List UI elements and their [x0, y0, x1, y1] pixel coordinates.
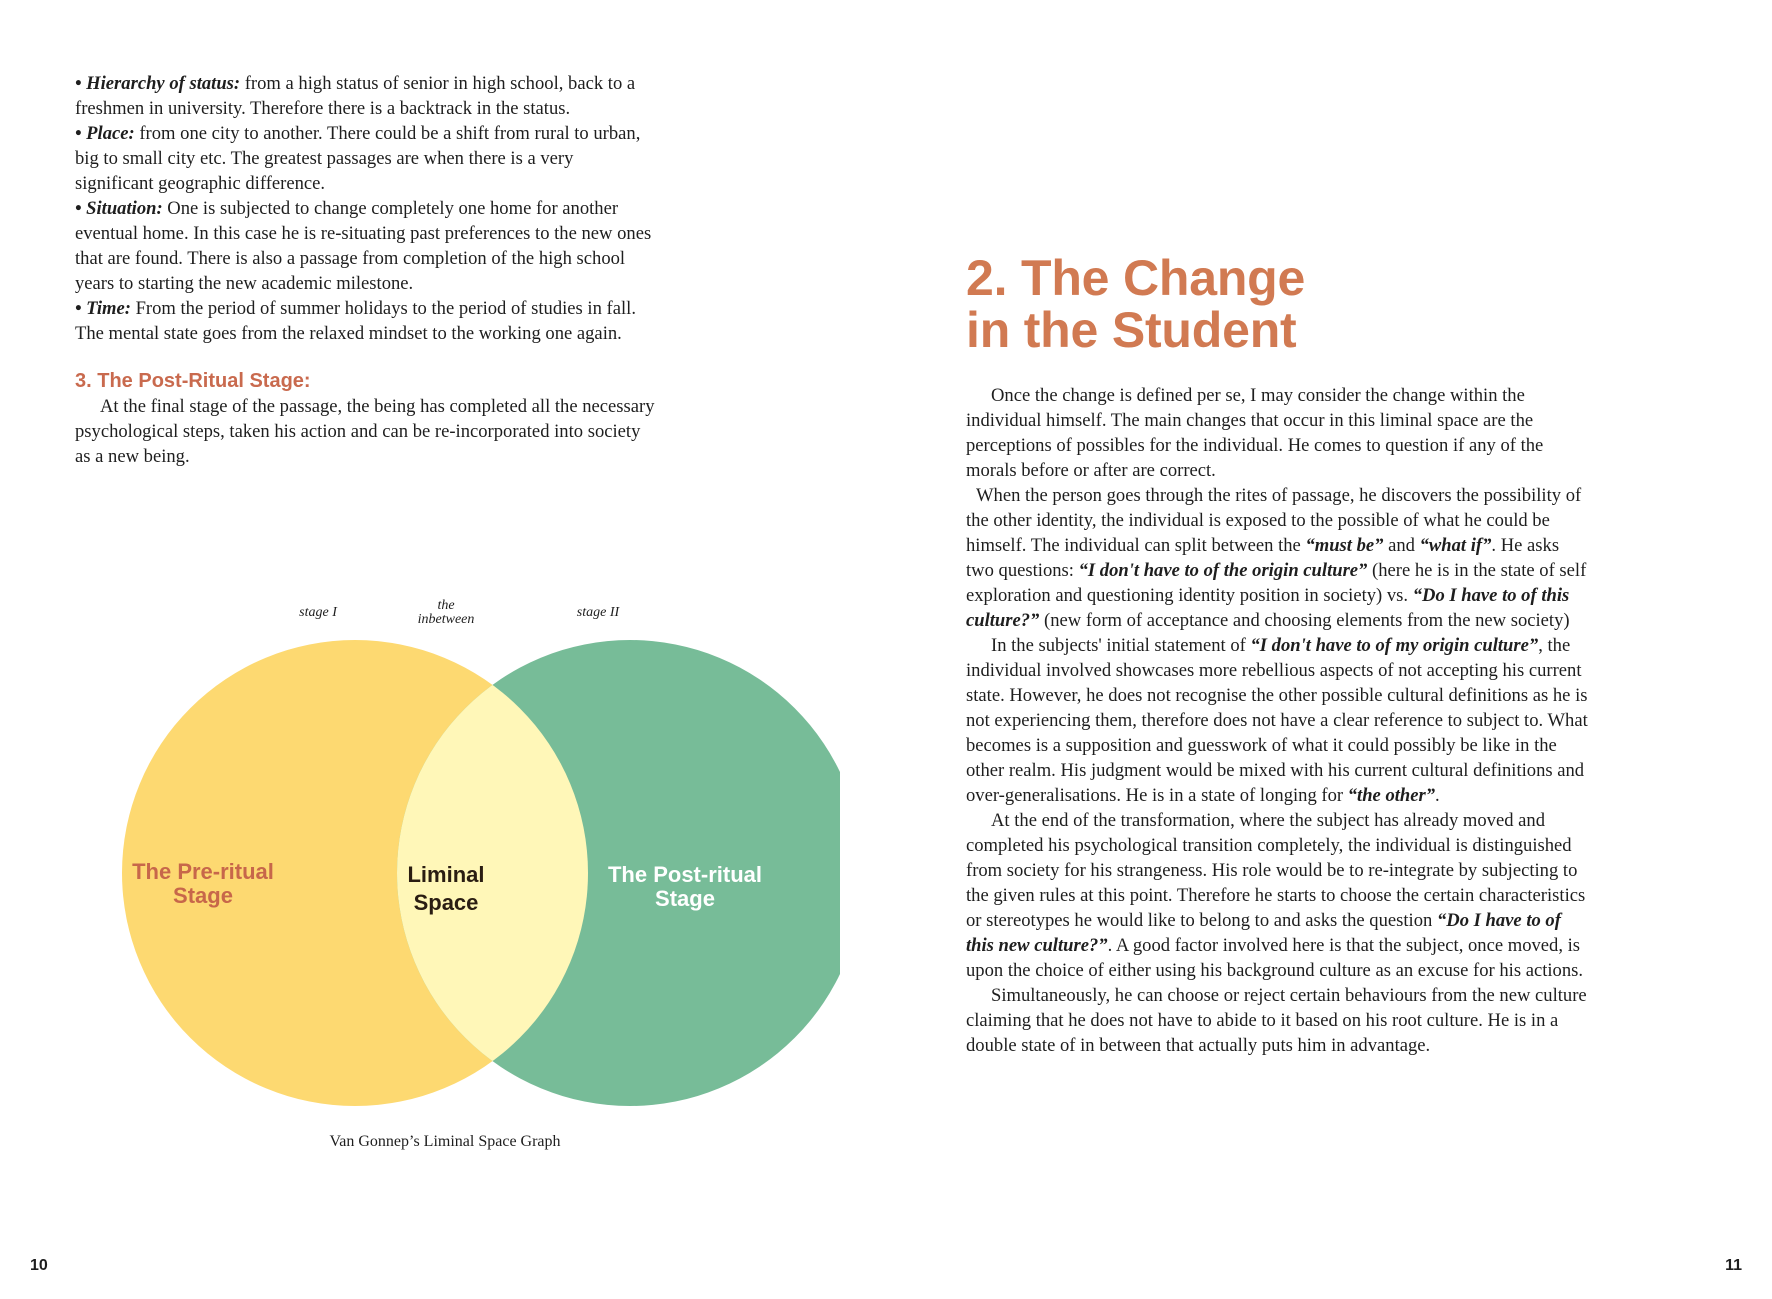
stage-one-label: stage I [299, 605, 337, 620]
paragraph-2-text: When the person goes through the rites of passage, he discovers the possibility of the other identity, the individual is exposed to the possible of what he could be himself. The individual can split between the [966, 485, 1582, 556]
paragraph-5: Simultaneously, he can choose or reject certain behaviours from the new culture claiming that he does not have to abide to it based on his root culture. He is in a double state of in between that actually puts him in advantage. [966, 985, 1587, 1056]
bullet-label: Place: [86, 123, 135, 144]
bullet-time [75, 296, 655, 346]
paragraph-1: Once the change is defined per se, I may consider the change within the individual himself. The main changes that occur in this liminal space are the perceptions of possibles for the individual. He comes to question if any of the morals before or after are correct. [966, 385, 1544, 481]
page-number-right: 11 [1725, 1257, 1742, 1274]
bullet-marker: • [75, 298, 82, 319]
emphasis-the-other: “the other” [1347, 785, 1436, 806]
bullet-situation [75, 196, 655, 296]
paragraph-3-text: . [1435, 785, 1440, 806]
emphasis-my-origin-culture: “I don't have to of my origin culture” [1250, 635, 1539, 656]
paragraph-2-text: (new form of acceptance and choosing elements from the new society) [1039, 610, 1570, 631]
paragraph-4-text: . A good factor involved here is that the subject, once moved, is upon the choice of either using his background culture as an excuse for his actions. [966, 935, 1584, 981]
paragraph-4-text: At the end of the transformation, where the subject has already moved and completed his psychological transition completely, the individual is distinguished from society for his strangeness. His role would be to re-integrate by subjecting to the given rules at this point. Therefore he starts to choose the certain characteristics or stereotypes he would like to belong to and asks the question [966, 810, 1586, 931]
bullet-label: Time: [86, 298, 131, 319]
post-ritual-label-line2: Stage [655, 886, 715, 911]
paragraph-4 [966, 808, 1588, 983]
stage-two-label: stage II [576, 605, 620, 620]
bullet-text: From the period of summer holidays to the period of studies in fall. The mental state goes from the relaxed mindset to the working one again. [75, 298, 636, 344]
paragraph-2-text: . He asks two questions: [966, 535, 1560, 581]
paragraph-2-text: and [1383, 535, 1420, 556]
section-paragraph: At the final stage of the passage, the being has completed all the necessary psychological steps, taken his action and can be re-incorporated into society as a new being. [75, 396, 655, 467]
emphasis-must-be: “must be” [1305, 535, 1384, 556]
bullet-place [75, 121, 655, 196]
post-ritual-label: The Post-ritual [607, 862, 763, 887]
inbetween-label-bottom: inbetween [417, 612, 475, 627]
pre-ritual-label-line2: Stage [173, 883, 233, 908]
liminal-space-label: Liminal [407, 862, 485, 887]
bullet-marker: • [75, 198, 82, 219]
bullet-marker: • [75, 123, 82, 144]
liminal-space-label-line2: Space [413, 890, 479, 915]
bullet-label: Hierarchy of status: [86, 73, 241, 94]
emphasis-origin-culture: “I don't have to of the origin culture” [1078, 560, 1368, 581]
venn-diagram [60, 585, 840, 1175]
paragraph-2 [966, 483, 1588, 633]
bullet-text: One is subjected to change completely one home for another eventual home. In this case he is re-situating past preferences to the new ones that are found. There is also a passage from completion of the high school years to starting the new academic milestone. [75, 198, 652, 294]
right-text-column [966, 383, 1588, 1058]
paragraph-2-text: (here he is in the state of self exploration and questioning identity position in society) vs. [966, 560, 1587, 606]
inbetween-label-top: the [437, 598, 455, 613]
paragraph-3-text: , the individual involved showcases more rebellious aspects of not accepting his current state. However, he does not recognise the other possible cultural definitions as he is not experiencing them, therefore does not have a clear reference to subject to. What becomes is a supposition and guesswork of what it could possibly be like in the other realm. His judgment would be mixed with his current cultural definitions and over-generalisations. He is in a state of longing for [966, 635, 1588, 806]
emphasis-new-culture: “Do I have to of this new culture?” [966, 910, 1561, 956]
left-text-column [75, 71, 655, 469]
page-number-left: 10 [30, 1257, 48, 1274]
right-page [886, 0, 1772, 1299]
bullet-marker: • [75, 73, 82, 94]
emphasis-this-culture: “Do I have to of this culture?” [966, 585, 1570, 631]
bullet-text: from one city to another. There could be a shift from rural to urban, big to small city etc. The greatest passages are when there is a very significant geographic difference. [75, 123, 641, 194]
emphasis-what-if: “what if” [1419, 535, 1492, 556]
pre-ritual-label: The Pre-ritual [132, 859, 274, 884]
bullet-label: Situation: [86, 198, 163, 219]
bullet-text: from a high status of senior in high school, back to a freshmen in university. Therefore there is a backtrack in the status. [75, 73, 636, 119]
diagram-caption: Van Gonnep’s Liminal Space Graph [329, 1133, 561, 1150]
paragraph-3 [966, 633, 1588, 808]
chapter-title-line2: in the Student [966, 302, 1297, 358]
venn-diagram-svg [60, 585, 840, 1175]
chapter-title-line1: 2. The Change [966, 250, 1306, 306]
chapter-title [966, 252, 1305, 356]
paragraph-3-text: In the subjects' initial statement of [991, 635, 1251, 656]
bullet-hierarchy [75, 71, 655, 121]
section-heading: 3. The Post-Ritual Stage: [75, 370, 311, 392]
